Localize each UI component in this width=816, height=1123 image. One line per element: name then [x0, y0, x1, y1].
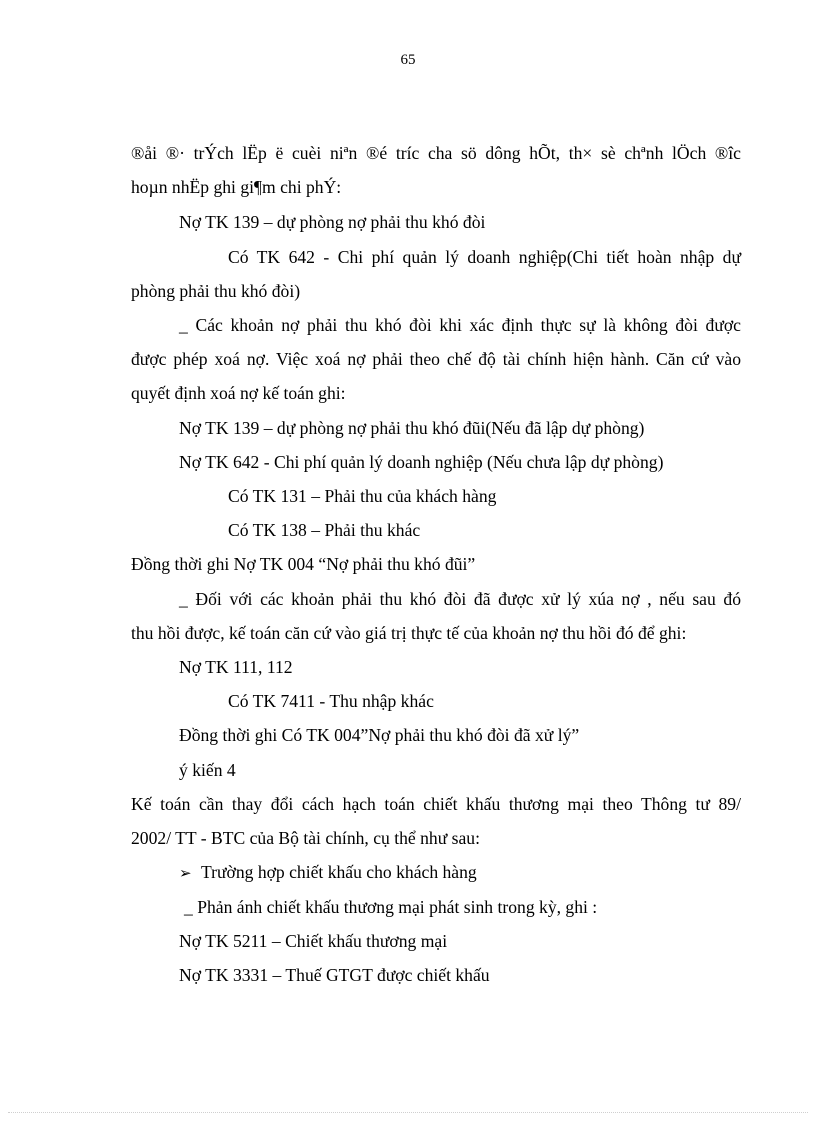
text-line: phòng phải thu khó đòi)	[131, 281, 301, 301]
text-line: Đồng thời ghi Có TK 004”Nợ phải thu khó đòi đã xử lý”	[179, 725, 580, 745]
text-line: Đồng thời ghi Nợ TK 004 “Nợ phải thu khó đũi”	[131, 554, 476, 574]
text-line: _ Các khoản nợ phải thu khó đòi khi xác định thực sự là không đòi được	[179, 315, 741, 335]
text-line: Trường hợp chiết khấu cho khách hàng	[201, 862, 477, 882]
text-line: Có TK 131 – Phải thu của khách hàng	[228, 486, 497, 506]
text-line: ®åi ®· trÝch lËp ë cuèi niªn ®é tríc cha sö dông hÕt, th× sè chªnh lÖch ®îc	[131, 143, 741, 163]
text-line: Có TK 7411 - Thu nhập khác	[228, 691, 434, 711]
bullet-item	[179, 861, 477, 885]
text-line: Nợ TK 3331 – Thuế GTGT được chiết khấu	[179, 965, 490, 985]
text-line: Có TK 642 - Chi phí quản lý doanh nghiệp(Chi tiết hoàn nhập dự	[228, 247, 741, 267]
text-line: 2002/ TT - BTC của Bộ tài chính, cụ thể như sau:	[131, 828, 480, 848]
text-line: Nợ TK 139 – dự phòng nợ phải thu khó đũi(Nếu đã lập dự phòng)	[179, 418, 645, 438]
text-line: Có TK 138 – Phải thu khác	[228, 520, 421, 540]
page-number: 65	[400, 52, 416, 68]
text-line: quyết định xoá nợ kế toán ghi:	[131, 383, 346, 403]
arrow-bullet-icon: ➢	[179, 866, 192, 882]
text-line: ý kiến 4	[179, 760, 236, 780]
page-bottom-rule	[8, 1112, 808, 1113]
text-line: Nợ TK 5211 – Chiết khấu thương mại	[179, 931, 448, 951]
text-line: thu hồi được, kế toán căn cứ vào giá trị thực tế của khoản nợ thu hồi đó để ghi:	[131, 623, 687, 643]
text-line: _ Phản ánh chiết khấu thương mại phát sinh trong kỳ, ghi :	[184, 897, 598, 917]
text-line: Kế toán cần thay đổi cách hạch toán chiết khấu thương mại theo Thông tư 89/	[131, 794, 741, 814]
text-line: Nợ TK 642 - Chi phí quản lý doanh nghiệp (Nếu chưa lập dự phòng)	[179, 452, 664, 472]
text-line: được phép xoá nợ. Việc xoá nợ phải theo chế độ tài chính hiện hành. Căn cứ vào	[131, 349, 741, 369]
text-line: Nợ TK 111, 112	[179, 657, 293, 677]
text-line: _ Đối với các khoản phải thu khó đòi đã được xử lý xúa nợ , nếu sau đó	[179, 589, 741, 609]
text-line: Nợ TK 139 – dự phòng nợ phải thu khó đòi	[179, 212, 486, 232]
text-line: hoµn nhËp ghi gi¶m chi phÝ:	[131, 177, 342, 197]
